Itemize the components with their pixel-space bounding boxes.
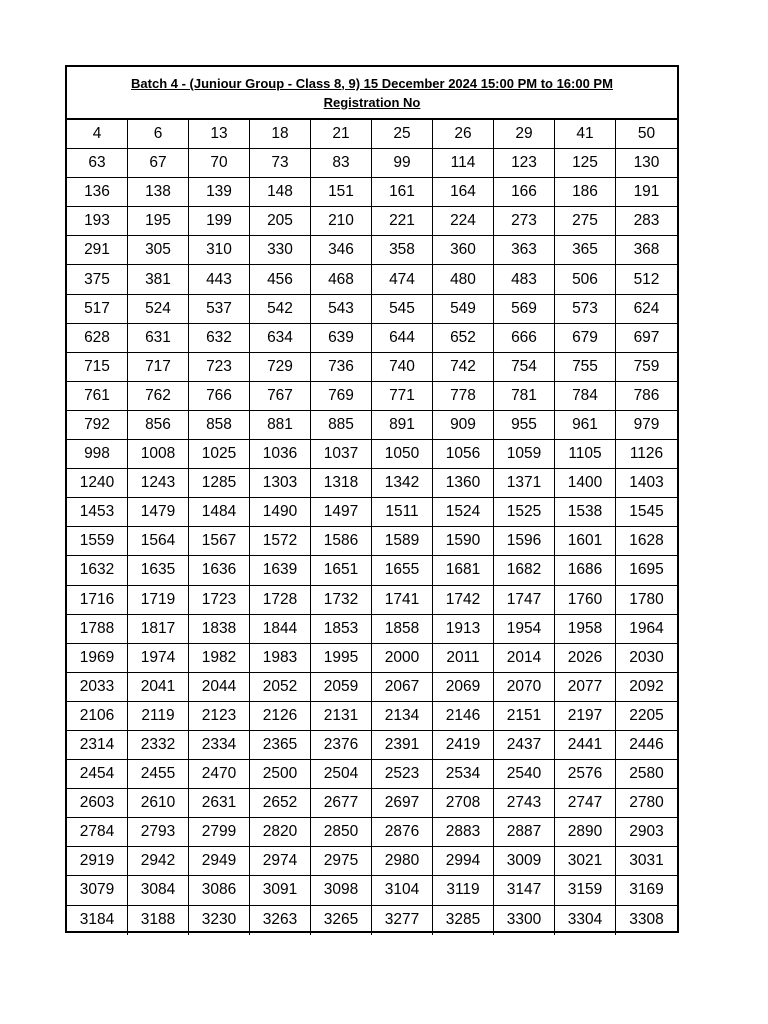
registration-number-cell: 195: [128, 207, 189, 236]
registration-number-cell: 1817: [128, 615, 189, 644]
registration-number-cell: 573: [555, 295, 616, 324]
registration-number-cell: 73: [250, 149, 311, 178]
registration-number-cell: 2890: [555, 818, 616, 847]
registration-number-cell: 2455: [128, 760, 189, 789]
registration-number-cell: 138: [128, 178, 189, 207]
registration-number-cell: 1780: [616, 586, 677, 615]
registration-number-cell: 2131: [311, 702, 372, 731]
registration-number-cell: 1590: [433, 527, 494, 556]
registration-number-cell: 474: [372, 265, 433, 294]
registration-number-cell: 1559: [67, 527, 128, 556]
registration-number-cell: 2576: [555, 760, 616, 789]
registration-number-cell: 1545: [616, 498, 677, 527]
registration-number-cell: 275: [555, 207, 616, 236]
registration-number-cell: 3086: [189, 876, 250, 905]
registration-number-cell: 130: [616, 149, 677, 178]
registration-number-cell: 2014: [494, 644, 555, 673]
registration-number-cell: 3079: [67, 876, 128, 905]
registration-number-cell: 283: [616, 207, 677, 236]
registration-number-cell: 1844: [250, 615, 311, 644]
registration-number-cell: 3188: [128, 906, 189, 935]
registration-number-cell: 961: [555, 411, 616, 440]
registration-number-cell: 998: [67, 440, 128, 469]
registration-number-cell: 63: [67, 149, 128, 178]
registration-number-cell: 2030: [616, 644, 677, 673]
registration-number-cell: 512: [616, 265, 677, 294]
registration-number-cell: 2332: [128, 731, 189, 760]
registration-number-cell: 41: [555, 120, 616, 149]
registration-number-cell: 3009: [494, 847, 555, 876]
registration-number-cell: 191: [616, 178, 677, 207]
registration-number-cell: 1564: [128, 527, 189, 556]
registration-number-cell: 549: [433, 295, 494, 324]
registration-number-cell: 2376: [311, 731, 372, 760]
registration-number-cell: 717: [128, 353, 189, 382]
registration-number-cell: 346: [311, 236, 372, 265]
registration-grid: [67, 120, 677, 935]
registration-number-cell: 2419: [433, 731, 494, 760]
registration-number-cell: 729: [250, 353, 311, 382]
registration-number-cell: 468: [311, 265, 372, 294]
registration-number-cell: 2504: [311, 760, 372, 789]
registration-number-cell: 742: [433, 353, 494, 382]
registration-number-cell: 2500: [250, 760, 311, 789]
registration-number-cell: 1686: [555, 556, 616, 585]
registration-number-cell: 778: [433, 382, 494, 411]
registration-number-cell: 1681: [433, 556, 494, 585]
registration-number-cell: 2919: [67, 847, 128, 876]
registration-number-cell: 1719: [128, 586, 189, 615]
registration-number-cell: 736: [311, 353, 372, 382]
registration-number-cell: 1342: [372, 469, 433, 498]
registration-number-cell: 1105: [555, 440, 616, 469]
registration-number-cell: 3263: [250, 906, 311, 935]
registration-number-cell: 1586: [311, 527, 372, 556]
registration-number-cell: 1126: [616, 440, 677, 469]
registration-number-cell: 1497: [311, 498, 372, 527]
registration-number-cell: 3230: [189, 906, 250, 935]
registration-number-cell: 2903: [616, 818, 677, 847]
registration-number-cell: 1954: [494, 615, 555, 644]
registration-number-cell: 2540: [494, 760, 555, 789]
registration-number-cell: 330: [250, 236, 311, 265]
registration-number-cell: 2454: [67, 760, 128, 789]
registration-number-cell: 83: [311, 149, 372, 178]
registration-number-cell: 381: [128, 265, 189, 294]
registration-number-cell: 2334: [189, 731, 250, 760]
registration-number-cell: 166: [494, 178, 555, 207]
registration-number-cell: 545: [372, 295, 433, 324]
registration-number-cell: 1056: [433, 440, 494, 469]
registration-number-cell: 3300: [494, 906, 555, 935]
registration-number-cell: 1858: [372, 615, 433, 644]
registration-number-cell: 2980: [372, 847, 433, 876]
registration-number-cell: 3277: [372, 906, 433, 935]
registration-number-cell: 375: [67, 265, 128, 294]
registration-number-cell: 2146: [433, 702, 494, 731]
registration-number-cell: 1636: [189, 556, 250, 585]
registration-number-cell: 2697: [372, 789, 433, 818]
registration-number-cell: 99: [372, 149, 433, 178]
registration-number-cell: 771: [372, 382, 433, 411]
registration-number-cell: 2949: [189, 847, 250, 876]
registration-number-cell: 1360: [433, 469, 494, 498]
registration-number-cell: 2011: [433, 644, 494, 673]
registration-number-cell: 18: [250, 120, 311, 149]
registration-number-cell: 21: [311, 120, 372, 149]
registration-number-cell: 305: [128, 236, 189, 265]
registration-number-cell: 3285: [433, 906, 494, 935]
registration-number-cell: 697: [616, 324, 677, 353]
registration-number-cell: 1589: [372, 527, 433, 556]
registration-number-cell: 2799: [189, 818, 250, 847]
registration-number-cell: 3119: [433, 876, 494, 905]
registration-number-cell: 2205: [616, 702, 677, 731]
registration-number-cell: 2441: [555, 731, 616, 760]
registration-number-cell: 2793: [128, 818, 189, 847]
registration-number-cell: 1760: [555, 586, 616, 615]
registration-number-cell: 3304: [555, 906, 616, 935]
registration-number-cell: 1567: [189, 527, 250, 556]
registration-number-cell: 1974: [128, 644, 189, 673]
registration-number-cell: 13: [189, 120, 250, 149]
registration-number-cell: 310: [189, 236, 250, 265]
registration-table: [65, 65, 679, 933]
registration-number-cell: 1732: [311, 586, 372, 615]
registration-number-cell: 1995: [311, 644, 372, 673]
registration-number-cell: 2437: [494, 731, 555, 760]
registration-number-cell: 1371: [494, 469, 555, 498]
registration-number-cell: 1538: [555, 498, 616, 527]
registration-number-cell: 70: [189, 149, 250, 178]
registration-number-cell: 2610: [128, 789, 189, 818]
registration-number-cell: 224: [433, 207, 494, 236]
registration-number-cell: 2974: [250, 847, 311, 876]
registration-number-cell: 1479: [128, 498, 189, 527]
registration-number-cell: 2059: [311, 673, 372, 702]
registration-number-cell: 1695: [616, 556, 677, 585]
registration-number-cell: 542: [250, 295, 311, 324]
registration-number-cell: 1964: [616, 615, 677, 644]
registration-number-cell: 480: [433, 265, 494, 294]
registration-number-cell: 1285: [189, 469, 250, 498]
registration-number-cell: 2314: [67, 731, 128, 760]
registration-number-cell: 1655: [372, 556, 433, 585]
registration-number-cell: 2069: [433, 673, 494, 702]
registration-number-cell: 221: [372, 207, 433, 236]
registration-number-cell: 3159: [555, 876, 616, 905]
registration-number-cell: 2603: [67, 789, 128, 818]
registration-number-cell: 3169: [616, 876, 677, 905]
registration-number-cell: 955: [494, 411, 555, 440]
registration-number-cell: 754: [494, 353, 555, 382]
registration-number-cell: 2743: [494, 789, 555, 818]
registration-number-cell: 186: [555, 178, 616, 207]
registration-number-cell: 1025: [189, 440, 250, 469]
registration-number-cell: 881: [250, 411, 311, 440]
registration-number-cell: 1008: [128, 440, 189, 469]
registration-number-cell: 1036: [250, 440, 311, 469]
registration-number-cell: 2067: [372, 673, 433, 702]
registration-number-cell: 784: [555, 382, 616, 411]
registration-number-cell: 3084: [128, 876, 189, 905]
registration-number-cell: 2747: [555, 789, 616, 818]
registration-number-cell: 1723: [189, 586, 250, 615]
registration-number-cell: 3021: [555, 847, 616, 876]
registration-number-cell: 569: [494, 295, 555, 324]
registration-number-cell: 2070: [494, 673, 555, 702]
registration-number-cell: 517: [67, 295, 128, 324]
registration-number-cell: 2631: [189, 789, 250, 818]
registration-number-cell: 1524: [433, 498, 494, 527]
registration-number-cell: 148: [250, 178, 311, 207]
registration-number-cell: 3091: [250, 876, 311, 905]
registration-number-cell: 2580: [616, 760, 677, 789]
registration-number-cell: 368: [616, 236, 677, 265]
registration-number-cell: 631: [128, 324, 189, 353]
registration-number-cell: 26: [433, 120, 494, 149]
registration-number-cell: 909: [433, 411, 494, 440]
registration-number-cell: 2820: [250, 818, 311, 847]
registration-number-cell: 2391: [372, 731, 433, 760]
table-header: [67, 67, 677, 120]
registration-number-cell: 2092: [616, 673, 677, 702]
registration-number-cell: 1632: [67, 556, 128, 585]
registration-number-cell: 1403: [616, 469, 677, 498]
registration-number-cell: 2784: [67, 818, 128, 847]
registration-number-cell: 1601: [555, 527, 616, 556]
registration-number-cell: 1303: [250, 469, 311, 498]
registration-number-cell: 6: [128, 120, 189, 149]
registration-number-cell: 755: [555, 353, 616, 382]
registration-number-cell: 856: [128, 411, 189, 440]
registration-number-cell: 2446: [616, 731, 677, 760]
registration-number-cell: 139: [189, 178, 250, 207]
registration-number-cell: 740: [372, 353, 433, 382]
registration-number-cell: 2026: [555, 644, 616, 673]
registration-number-cell: 644: [372, 324, 433, 353]
registration-number-cell: 365: [555, 236, 616, 265]
registration-number-cell: 2052: [250, 673, 311, 702]
registration-number-cell: 1525: [494, 498, 555, 527]
registration-number-cell: 1982: [189, 644, 250, 673]
registration-number-cell: 1635: [128, 556, 189, 585]
registration-number-cell: 506: [555, 265, 616, 294]
registration-number-cell: 2534: [433, 760, 494, 789]
registration-number-cell: 210: [311, 207, 372, 236]
registration-number-cell: 1596: [494, 527, 555, 556]
registration-number-cell: 291: [67, 236, 128, 265]
registration-number-cell: 2134: [372, 702, 433, 731]
registration-number-cell: 1788: [67, 615, 128, 644]
registration-number-cell: 524: [128, 295, 189, 324]
registration-number-cell: 2994: [433, 847, 494, 876]
registration-number-cell: 543: [311, 295, 372, 324]
registration-number-cell: 1050: [372, 440, 433, 469]
registration-number-cell: 1853: [311, 615, 372, 644]
registration-number-cell: 2975: [311, 847, 372, 876]
registration-number-cell: 199: [189, 207, 250, 236]
registration-number-cell: 2876: [372, 818, 433, 847]
registration-number-cell: 632: [189, 324, 250, 353]
registration-no-heading: Registration No: [323, 94, 421, 110]
registration-number-cell: 1741: [372, 586, 433, 615]
registration-number-cell: 205: [250, 207, 311, 236]
registration-number-cell: 1628: [616, 527, 677, 556]
registration-number-cell: 792: [67, 411, 128, 440]
registration-number-cell: 2365: [250, 731, 311, 760]
registration-number-cell: 1453: [67, 498, 128, 527]
registration-number-cell: 2470: [189, 760, 250, 789]
registration-number-cell: 652: [433, 324, 494, 353]
registration-number-cell: 2000: [372, 644, 433, 673]
registration-number-cell: 1240: [67, 469, 128, 498]
registration-number-cell: 2041: [128, 673, 189, 702]
registration-number-cell: 762: [128, 382, 189, 411]
registration-number-cell: 766: [189, 382, 250, 411]
registration-number-cell: 3031: [616, 847, 677, 876]
registration-number-cell: 2677: [311, 789, 372, 818]
registration-number-cell: 1572: [250, 527, 311, 556]
registration-number-cell: 679: [555, 324, 616, 353]
registration-number-cell: 2123: [189, 702, 250, 731]
registration-number-cell: 273: [494, 207, 555, 236]
registration-number-cell: 624: [616, 295, 677, 324]
registration-number-cell: 2197: [555, 702, 616, 731]
registration-number-cell: 25: [372, 120, 433, 149]
registration-number-cell: 114: [433, 149, 494, 178]
registration-number-cell: 759: [616, 353, 677, 382]
registration-number-cell: 3147: [494, 876, 555, 905]
registration-number-cell: 979: [616, 411, 677, 440]
registration-number-cell: 3184: [67, 906, 128, 935]
registration-number-cell: 4: [67, 120, 128, 149]
registration-number-cell: 123: [494, 149, 555, 178]
batch-title: Batch 4 - (Juniour Group - Class 8, 9) 15 December 2024 15:00 PM to 16:00 PM: [131, 75, 613, 91]
registration-number-cell: 3098: [311, 876, 372, 905]
registration-number-cell: 3308: [629, 911, 664, 929]
registration-number-cell: 634: [250, 324, 311, 353]
registration-number-cell: 1742: [433, 586, 494, 615]
registration-number-cell: 858: [189, 411, 250, 440]
registration-number-cell: 456: [250, 265, 311, 294]
registration-number-cell: 1716: [67, 586, 128, 615]
registration-number-cell: 2652: [250, 789, 311, 818]
registration-number-cell: 125: [555, 149, 616, 178]
registration-number-cell: 483: [494, 265, 555, 294]
registration-number-cell: 1969: [67, 644, 128, 673]
registration-number-cell: 885: [311, 411, 372, 440]
registration-number-cell: 3265: [311, 906, 372, 935]
registration-number-cell: 50: [616, 120, 677, 149]
registration-number-cell: 537: [189, 295, 250, 324]
registration-number-cell: 67: [128, 149, 189, 178]
registration-number-cell: 363: [494, 236, 555, 265]
registration-number-cell: 164: [433, 178, 494, 207]
registration-number-cell: 1728: [250, 586, 311, 615]
registration-number-cell: 1651: [311, 556, 372, 585]
registration-number-cell: 1037: [311, 440, 372, 469]
registration-number-cell: 715: [67, 353, 128, 382]
registration-number-cell: 1318: [311, 469, 372, 498]
registration-number-cell: 136: [67, 178, 128, 207]
registration-number-cell: 1490: [250, 498, 311, 527]
registration-number-cell: 3104: [372, 876, 433, 905]
registration-number-cell: 193: [67, 207, 128, 236]
registration-number-cell: 767: [250, 382, 311, 411]
registration-number-cell: 443: [189, 265, 250, 294]
registration-number-cell: 2850: [311, 818, 372, 847]
registration-number-cell: 2151: [494, 702, 555, 731]
registration-number-cell: 2126: [250, 702, 311, 731]
registration-number-cell: 1059: [494, 440, 555, 469]
registration-number-cell: 761: [67, 382, 128, 411]
registration-number-cell: 151: [311, 178, 372, 207]
registration-number-cell: 2106: [67, 702, 128, 731]
registration-number-cell: 891: [372, 411, 433, 440]
registration-number-cell: 1400: [555, 469, 616, 498]
registration-number-cell: 2708: [433, 789, 494, 818]
registration-number-cell: 2119: [128, 702, 189, 731]
registration-number-cell: 2942: [128, 847, 189, 876]
registration-number-cell: 1243: [128, 469, 189, 498]
registration-number-cell: 723: [189, 353, 250, 382]
registration-number-cell: 1983: [250, 644, 311, 673]
registration-number-cell: 1913: [433, 615, 494, 644]
registration-number-cell: 2887: [494, 818, 555, 847]
registration-number-cell: 2883: [433, 818, 494, 847]
registration-number-cell: 29: [494, 120, 555, 149]
registration-number-cell: 1838: [189, 615, 250, 644]
registration-number-cell: 1958: [555, 615, 616, 644]
registration-number-cell: 2780: [616, 789, 677, 818]
registration-number-cell: 781: [494, 382, 555, 411]
registration-number-cell: 358: [372, 236, 433, 265]
registration-number-cell: 161: [372, 178, 433, 207]
registration-number-cell: 1511: [372, 498, 433, 527]
registration-number-cell: 769: [311, 382, 372, 411]
registration-number-cell: 628: [67, 324, 128, 353]
registration-number-cell: 666: [494, 324, 555, 353]
registration-number-cell: 2033: [67, 673, 128, 702]
registration-number-cell: 1747: [494, 586, 555, 615]
registration-number-cell: 360: [433, 236, 494, 265]
registration-number-cell: 1639: [250, 556, 311, 585]
registration-number-cell: 1484: [189, 498, 250, 527]
registration-number-cell: 2044: [189, 673, 250, 702]
registration-number-cell: 2077: [555, 673, 616, 702]
registration-number-cell: 1682: [494, 556, 555, 585]
registration-number-cell: 786: [616, 382, 677, 411]
registration-number-cell: 2523: [372, 760, 433, 789]
registration-number-cell: 639: [311, 324, 372, 353]
